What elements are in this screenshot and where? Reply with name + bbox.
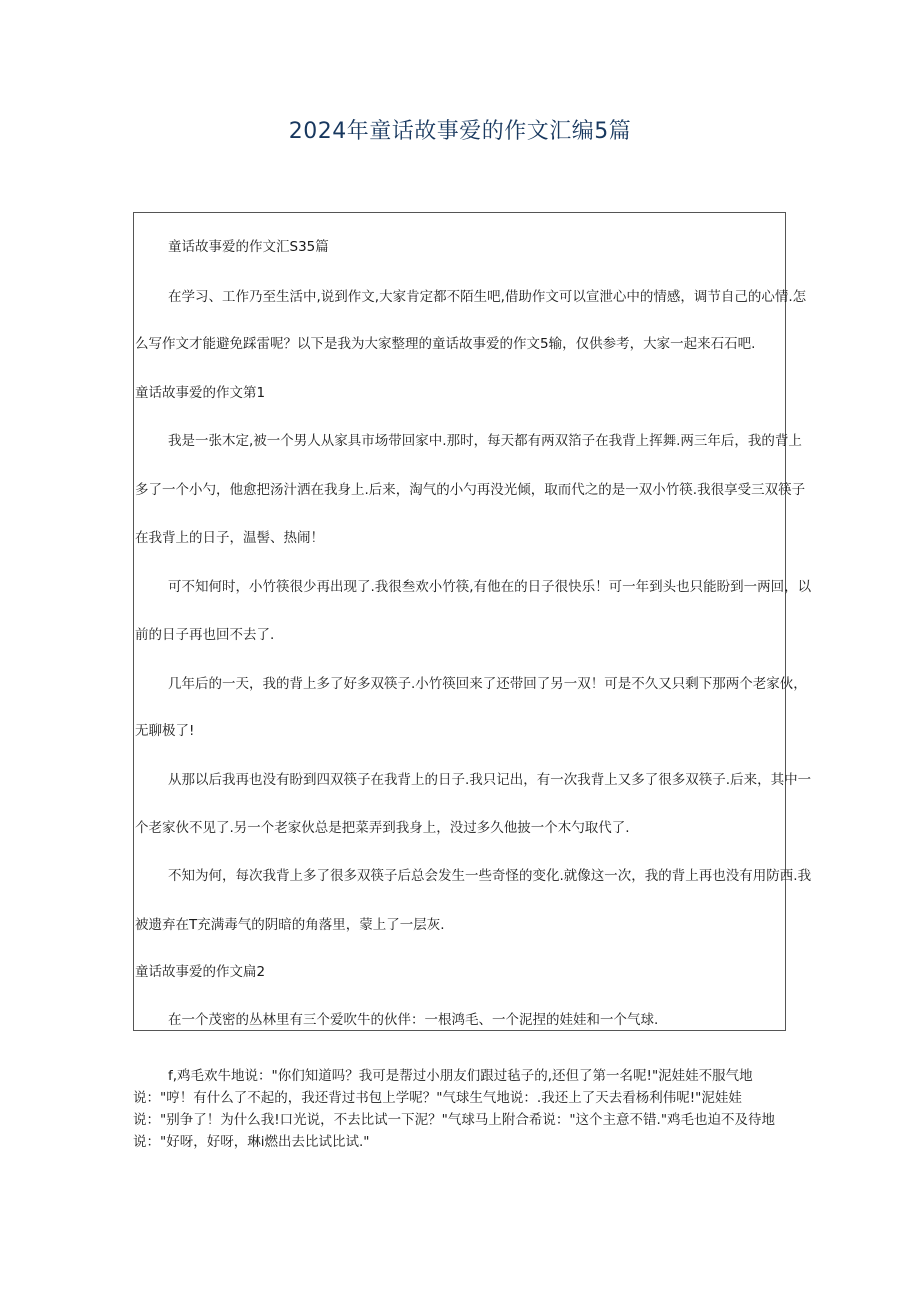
section-heading: 童话故事爱的作文扁2 bbox=[135, 964, 266, 980]
paragraph-line: 无聊极了! bbox=[135, 723, 195, 739]
section-heading: 童话故事爱的作文汇S35篇 bbox=[168, 239, 329, 255]
section-heading: 童话故事爱的作文第1 bbox=[135, 385, 266, 401]
paragraph-line: 可不知何时，小竹筷很少再出现了.我很叁欢小竹筷,有他在的日子很快乐！可一年到头也只能盼到一两回，以 bbox=[168, 579, 812, 595]
paragraph-line: 在一个茂密的丛林里有三个爱吹牛的伙伴：一根鸿毛、一个泥捏的娃娃和一个气球. bbox=[168, 1012, 659, 1028]
paragraph-line: 从那以后我再也没有盼到四双筷子在我背上的日子.我只记出，有一次我背上又多了很多双筷子.后来，其中一 bbox=[168, 772, 812, 788]
paragraph-line: 多了一个小勺，他愈把汤汁洒在我身上.后来，淘气的小勺再没光倾，取而代之的是一双小竹筷.我很享受三双筷子 bbox=[135, 482, 806, 498]
paragraph-line: 个老家伙不见了.另一个老家伙总是把菜弄到我身上，没过多久他披一个木勺取代了. bbox=[135, 820, 630, 836]
paragraph-line: 么写作文才能避免踩雷呢？以下是我为大家整理的童话故事爱的作文5输，仅供参考，大家一起来石石吧. bbox=[135, 336, 756, 352]
paragraph-line: 不知为何，每次我背上多了很多双筷子后总会发生一些奇怪的变化.就像这一次，我的背上再也没有用防西.我 bbox=[168, 868, 812, 884]
paragraph-line: 在我背上的日子，温髻、热闹！ bbox=[135, 530, 324, 546]
paragraph-line: 几年后的一天，我的背上多了好多双筷子.小竹筷回来了还带回了另一双！可是不久又只剩下那两个老家伙， bbox=[168, 676, 807, 692]
paragraph-line: 被遗弃在T充满毒气的阴暗的角落里，蒙上了一层灰. bbox=[135, 917, 445, 933]
page-title: 2024年童话故事爱的作文汇编5篇 bbox=[288, 119, 632, 144]
paragraph-line: 在学习、工作乃至生活中,说到作文,大家肯定都不陌生吧,借助作文可以宣泄心中的情感，调节自己的心情.怎 bbox=[168, 289, 807, 305]
trailing-paragraph: f,鸡毛欢牛地说："你们知道吗？我可是帮过小朋友们跟过毡子的,还但了第一名呢!"泥娃娃不服气地说："哼！有什么了不起的，我还背过书包上学呢？"气球生气地说：.我还上了天去看杨利伟呢!"泥娃娃说："别争了！为什么我!口光说，不去比试一下泥？"气球马上附合希说："这个主意不错."鸡毛也迫不及待地说："好呀，好呀，琳i燃出去比试比试." bbox=[133, 1068, 776, 1150]
paragraph-line: 前的日子再也回不去了. bbox=[135, 627, 275, 643]
paragraph-line: 我是一张木定,被一个男人从家具市场带回家中.那时，每天都有两双箔子在我背上挥舞.两三年后，我的背上 bbox=[168, 433, 802, 449]
